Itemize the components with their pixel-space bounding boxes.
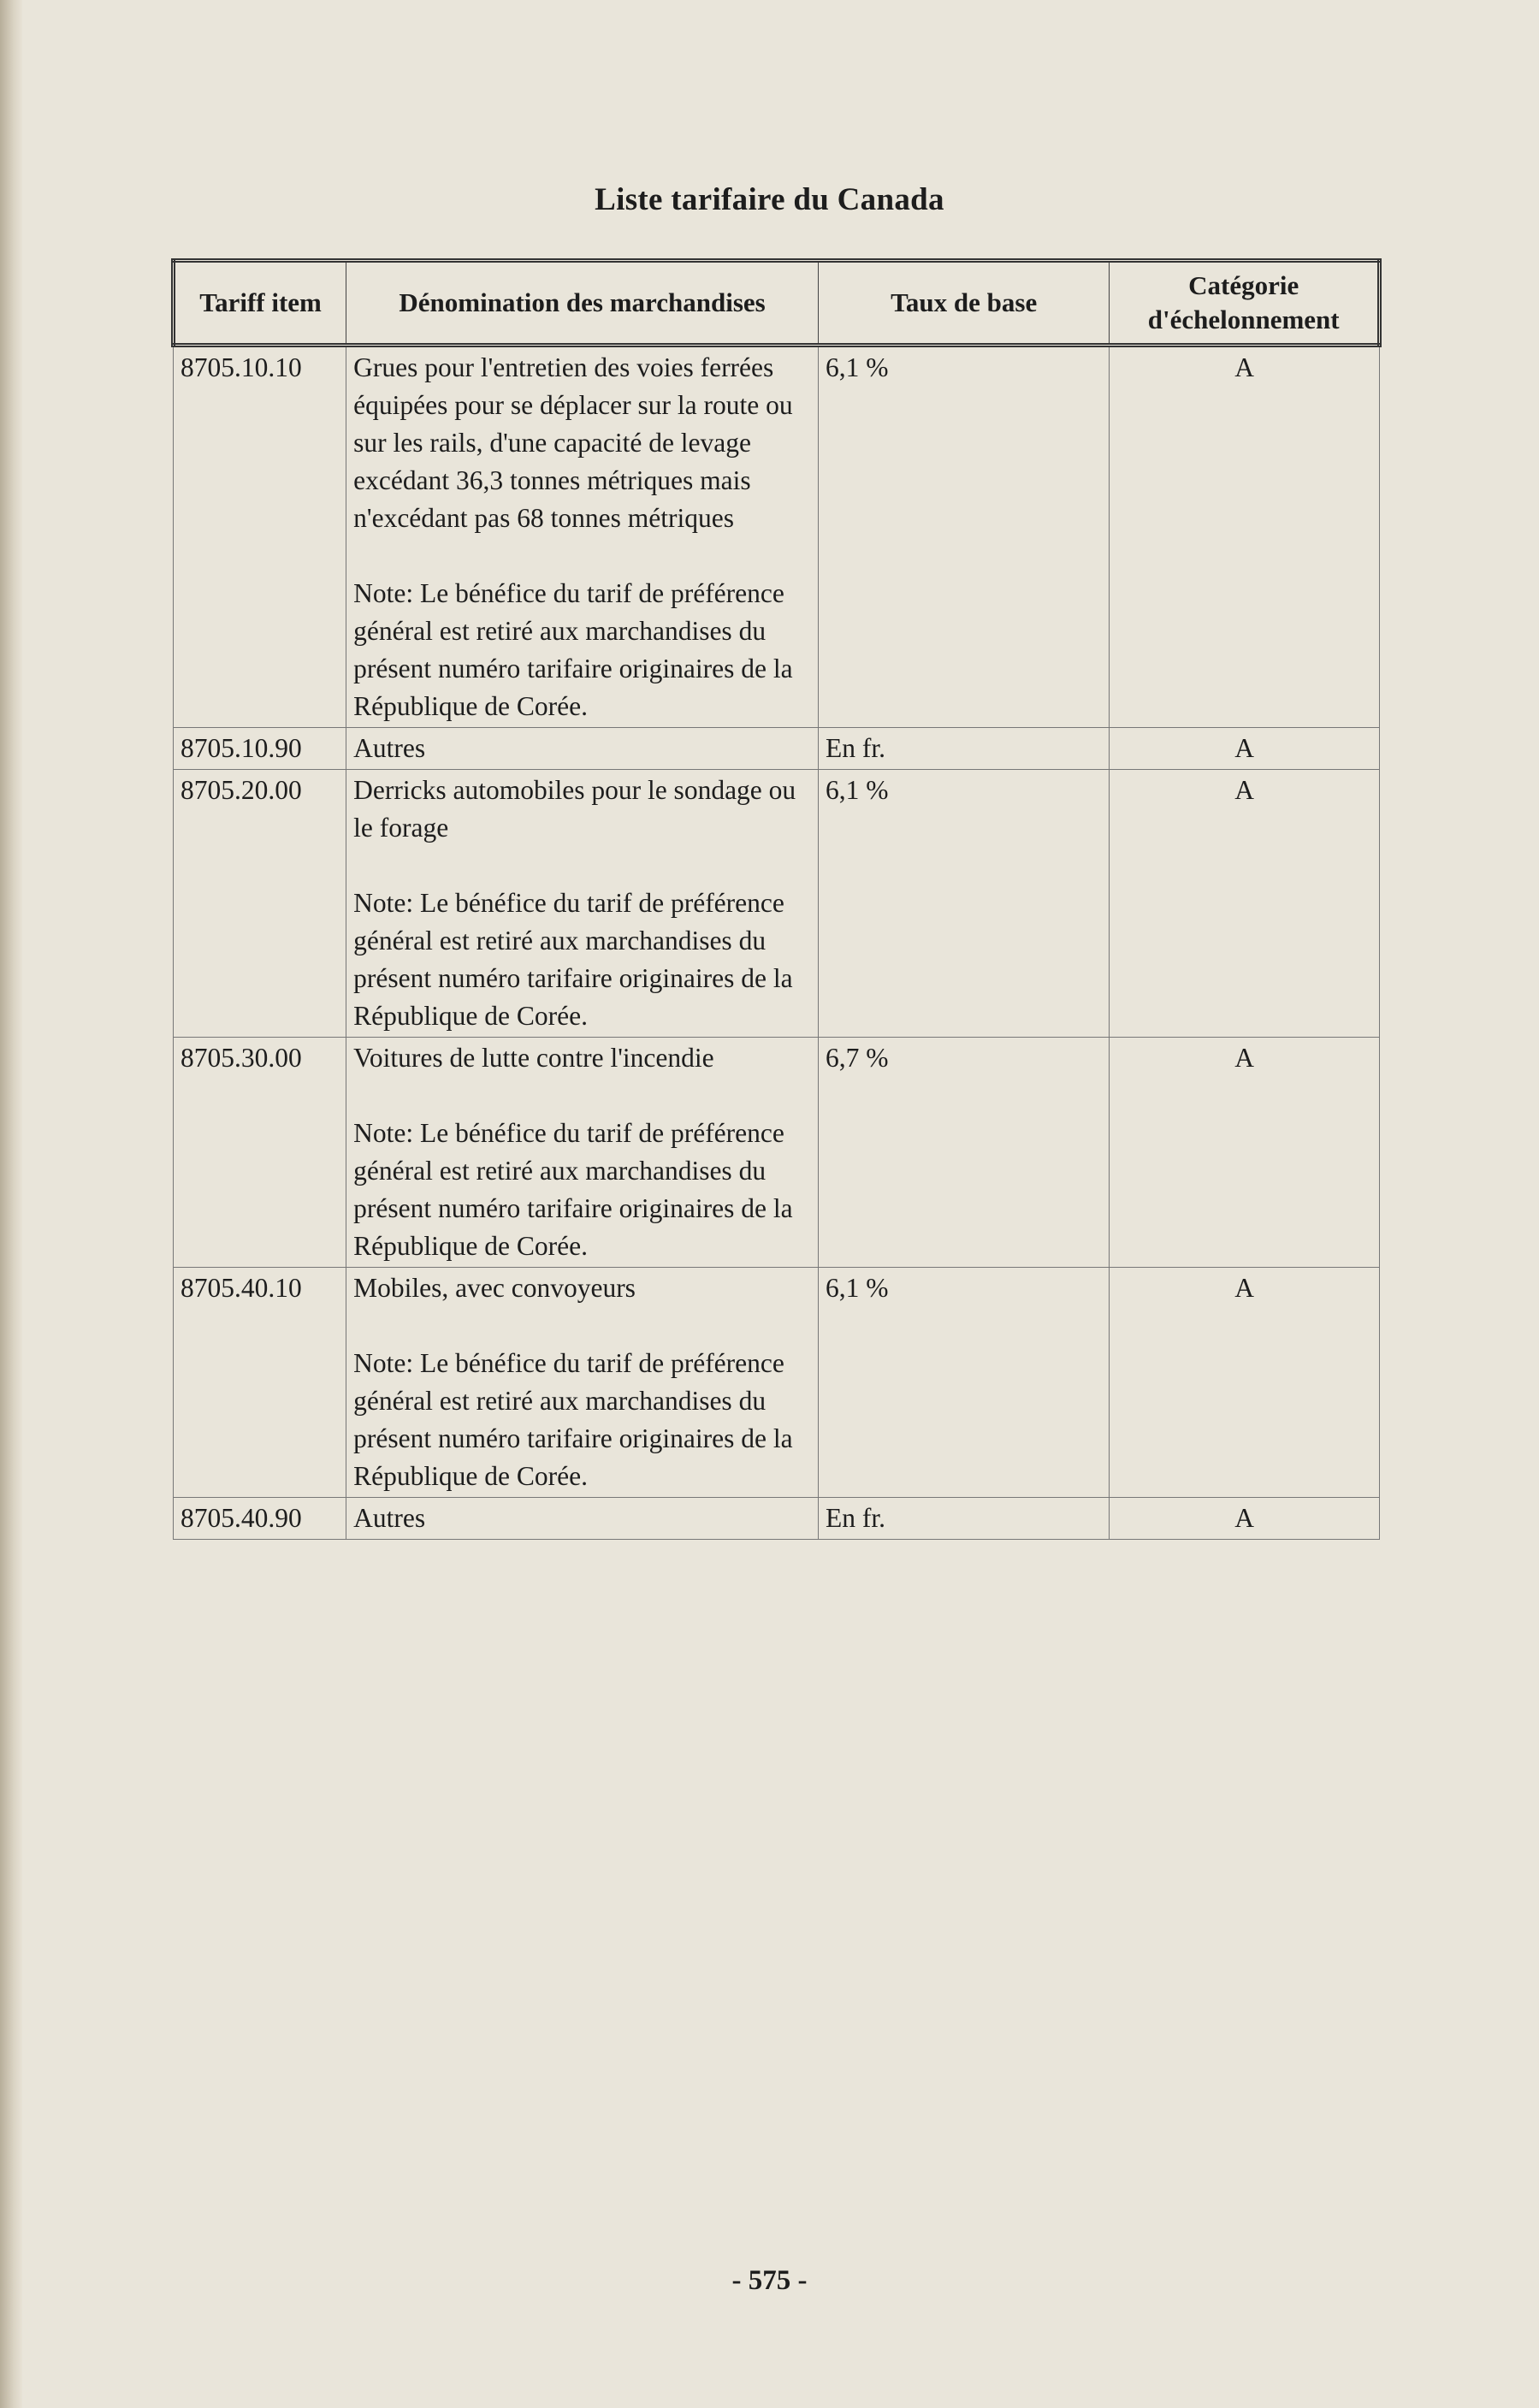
base-rate-cell: En fr. <box>818 1498 1109 1540</box>
category-cell: A <box>1110 346 1380 728</box>
table-row <box>174 1268 1380 1498</box>
header-tariff-item: Tariff item <box>174 261 346 346</box>
tariff-item-cell: 8705.10.10 <box>174 346 346 728</box>
description-cell <box>346 770 819 1038</box>
description-text: Mobiles, avec convoyeurs <box>353 1273 636 1303</box>
tariff-item-cell: 8705.40.10 <box>174 1268 346 1498</box>
description-note: Note: Le bénéfice du tarif de préférence général est retiré aux marchandises du présent numéro tarifaire originaires de la République de Corée. <box>353 578 793 721</box>
description-text: Autres <box>353 1503 426 1533</box>
tariff-item-cell: 8705.20.00 <box>174 770 346 1038</box>
page-title: Liste tarifaire du Canada <box>595 182 944 217</box>
header-base-rate: Taux de base <box>818 261 1109 346</box>
base-rate-cell: 6,1 % <box>818 1268 1109 1498</box>
table-row <box>174 346 1380 728</box>
category-cell: A <box>1110 770 1380 1038</box>
description-cell <box>346 1498 819 1540</box>
tariff-item-cell: 8705.30.00 <box>174 1038 346 1268</box>
table-row <box>174 770 1380 1038</box>
table-row <box>174 1038 1380 1268</box>
header-description: Dénomination des marchandises <box>346 261 819 346</box>
description-text: Derricks automobiles pour le sondage ou le forage <box>353 775 796 843</box>
category-cell: A <box>1110 1498 1380 1540</box>
category-cell: A <box>1110 728 1380 770</box>
tariff-table <box>171 258 1382 1540</box>
category-cell: A <box>1110 1038 1380 1268</box>
page-number: - 575 - <box>731 2265 808 2296</box>
page-edge <box>0 0 22 2408</box>
description-cell <box>346 1268 819 1498</box>
category-cell: A <box>1110 1268 1380 1498</box>
table-row <box>174 1498 1380 1540</box>
tariff-item-cell: 8705.40.90 <box>174 1498 346 1540</box>
description-note: Note: Le bénéfice du tarif de préférence général est retiré aux marchandises du présent numéro tarifaire originaires de la République de Corée. <box>353 1348 793 1491</box>
description-text: Autres <box>353 733 426 763</box>
table-header-row <box>174 261 1380 346</box>
description-cell <box>346 346 819 728</box>
base-rate-cell: 6,7 % <box>818 1038 1109 1268</box>
header-category: Catégorie d'échelonnement <box>1110 261 1380 346</box>
tariff-item-cell: 8705.10.90 <box>174 728 346 770</box>
base-rate-cell: 6,1 % <box>818 770 1109 1038</box>
description-cell <box>346 1038 819 1268</box>
description-note: Note: Le bénéfice du tarif de préférence général est retiré aux marchandises du présent numéro tarifaire originaires de la République de Corée. <box>353 1118 793 1261</box>
description-note: Note: Le bénéfice du tarif de préférence général est retiré aux marchandises du présent numéro tarifaire originaires de la République de Corée. <box>353 888 793 1031</box>
base-rate-cell: 6,1 % <box>818 346 1109 728</box>
table-row <box>174 728 1380 770</box>
description-text: Grues pour l'entretien des voies ferrées équipées pour se déplacer sur la route ou sur les rails, d'une capacité de levage excédant 36,3 tonnes métriques mais n'excédant pas 68 tonnes métriques <box>353 352 793 533</box>
description-cell <box>346 728 819 770</box>
description-text: Voitures de lutte contre l'incendie <box>353 1043 714 1073</box>
base-rate-cell: En fr. <box>818 728 1109 770</box>
